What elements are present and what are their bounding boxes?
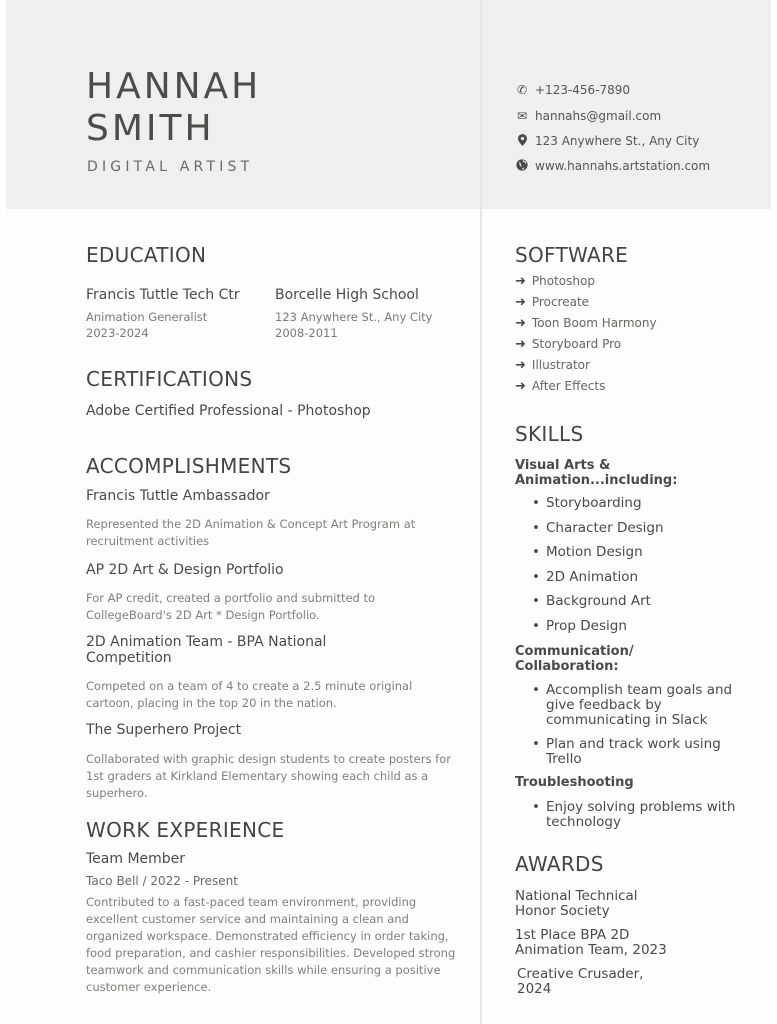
arrow-right-icon: ➜ [515,316,526,331]
contact-phone [515,83,630,97]
arrow-right-icon: ➜ [515,274,526,289]
software-heading: SOFTWARE [515,243,629,267]
contact-website [515,159,710,173]
work-experience-heading: WORK EXPERIENCE [86,818,285,842]
education-heading: EDUCATION [86,243,207,267]
skill-category: Visual Arts & Animation...including: [515,458,678,488]
software-label: Procreate [531,295,590,309]
software-label: After Effects [531,379,606,393]
software-label: Photoshop [531,274,595,288]
arrow-right-icon: ➜ [515,379,526,394]
phone-text: +123-456-7890 [535,83,631,97]
arrow-right-icon: ➜ [515,358,526,373]
email-text: hannahs@gmail.com [535,109,662,123]
software-label: Toon Boom Harmony [531,316,657,330]
school-detail [86,309,207,341]
software-item [515,358,590,373]
school-years: 2023-2024 [86,326,149,340]
software-label: Illustrator [531,358,590,372]
skill-item: • Storyboarding [532,495,642,511]
award-item: Creative Crusader, 2024 [517,966,644,997]
software-item [515,295,589,310]
skill-item: • Plan and track work using Trello [532,736,721,767]
person-name [86,66,261,150]
job-title: DIGITAL ARTIST [87,159,254,175]
school-name: Francis Tuttle Tech Ctr [86,287,240,303]
skill-item: • Background Art [532,593,651,609]
software-item [515,316,657,331]
school-name: Borcelle High School [275,287,419,303]
accomplishment-description: Collaborated with graphic design students to create posters for 1st graders at Kirkland Elementary showing each child as a superhero. [86,752,451,800]
software-label: Storyboard Pro [531,337,622,351]
accomplishment-title: Francis Tuttle Ambassador [86,488,270,504]
work-role: Team Member [86,851,186,867]
skill-item: • Enjoy solving problems with technology [532,799,736,830]
school-detail [275,309,432,341]
arrow-right-icon: ➜ [515,295,526,310]
accomplishment-description: Represented the 2D Animation & Concept Art Program at recruitment activities [86,517,416,548]
accomplishment-title: The Superhero Project [86,722,242,738]
skill-item: • 2D Animation [532,569,639,585]
mail-icon: ✉ [516,109,528,123]
skill-category: Communication/ Collaboration: [515,644,634,674]
work-description: Contributed to a fast-paced team environment, providing excellent customer service and maintaining a clean and organized workspace. Demonstrated efficiency in order taking, food preparation, and cashier responsibilities. Developed strong teamwork and communication skills while ensuring a positive customer experience. [86,895,456,994]
certifications-heading: CERTIFICATIONS [86,367,253,391]
accomplishment-title: 2D Animation Team - BPA National Competition [86,634,327,666]
address-text: 123 Anywhere St., Any City [535,134,700,148]
skill-category: Troubleshooting [515,775,634,790]
accomplishment-title: AP 2D Art & Design Portfolio [86,562,284,578]
location-pin-icon [515,134,529,148]
arrow-right-icon: ➜ [515,337,526,352]
award-item: 1st Place BPA 2D Animation Team, 2023 [515,927,667,958]
software-item [515,274,595,289]
phone-icon: ✆ [516,83,528,97]
accomplishment-description: For AP credit, created a portfolio and submitted to CollegeBoard's 2D Art * Design Portfolio. [86,591,376,622]
certification-item: Adobe Certified Professional - Photoshop [86,403,371,419]
skills-heading: SKILLS [515,422,584,446]
school-address: 123 Anywhere St., Any City [275,310,433,324]
first-name: HANNAH [86,66,262,107]
globe-icon [515,159,529,173]
last-name: SMITH [86,108,215,149]
school-program: Animation Generalist [86,310,208,324]
contact-email [515,109,661,123]
software-item [515,379,605,394]
work-company: Taco Bell / 2022 - Present [86,874,238,888]
awards-heading: AWARDS [515,852,604,876]
accomplishment-description: Competed on a team of 4 to create a 2.5 minute original cartoon, placing in the top 20 in the nation. [86,679,413,710]
award-item: National Technical Honor Society [515,888,638,919]
skill-item: • Motion Design [532,544,643,560]
website-text: www.hannahs.artstation.com [535,159,711,173]
skill-item: • Character Design [532,520,664,536]
school-years: 2008-2011 [275,326,338,340]
skill-item: • Accomplish team goals and give feedback by communicating in Slack [532,682,733,728]
accomplishments-heading: ACCOMPLISHMENTS [86,454,292,478]
skill-item: • Prop Design [532,618,627,634]
column-divider [480,0,482,1024]
contact-address [515,134,699,148]
software-item [515,337,621,352]
